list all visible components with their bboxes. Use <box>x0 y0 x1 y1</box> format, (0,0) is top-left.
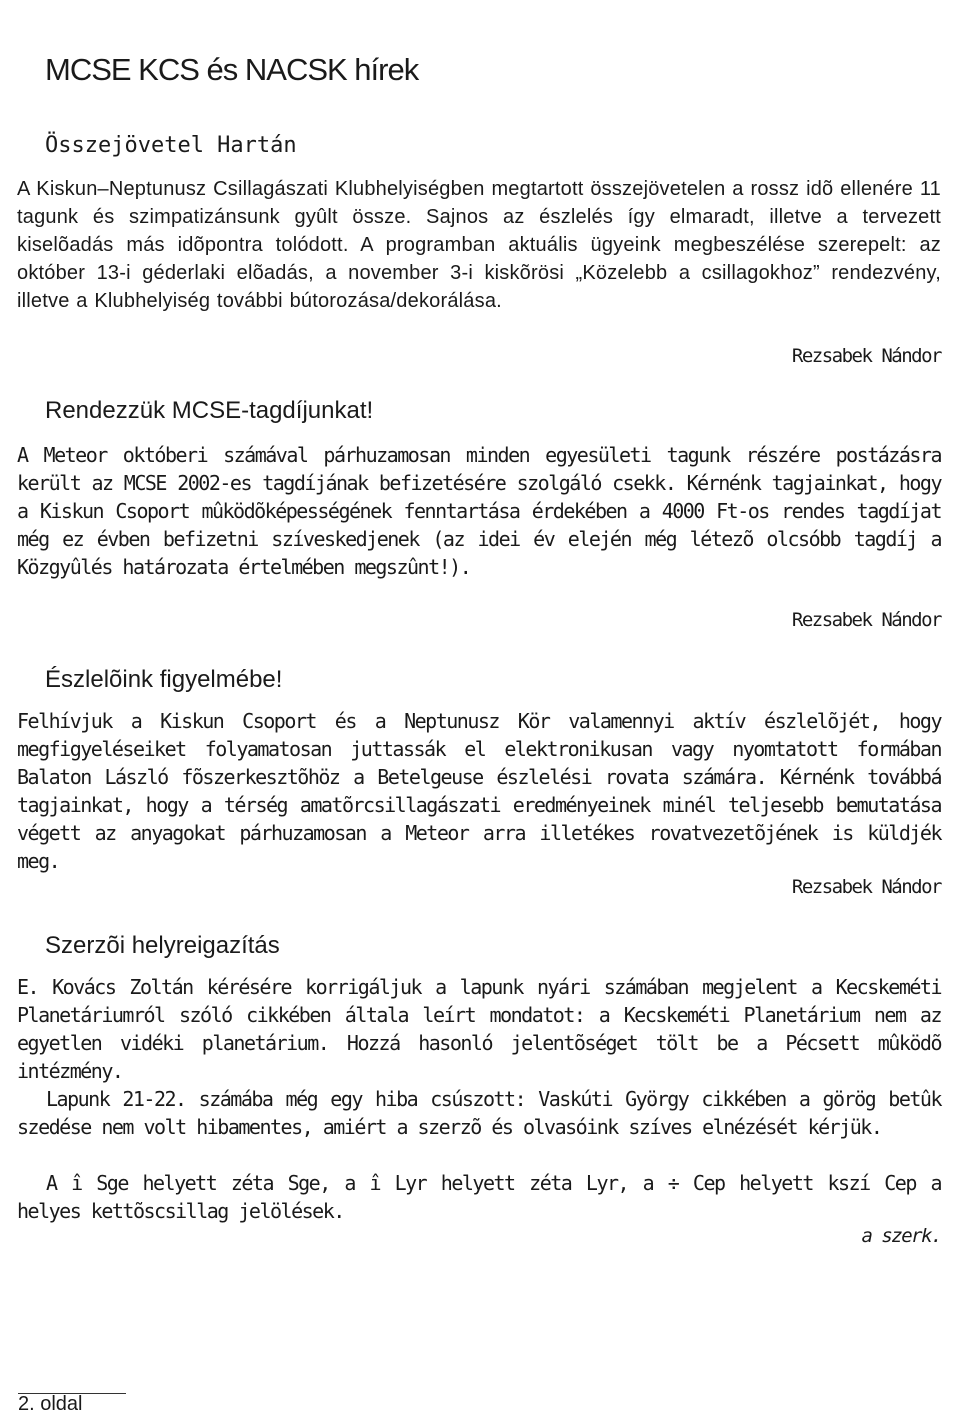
section-heading-tagdij: Rendezzük MCSE-tagdíjunkat! <box>45 397 374 424</box>
section-heading-harta: Összejövetel Hartán <box>45 133 297 158</box>
signature-editor: a szerk. <box>861 1225 941 1247</box>
section-paragraph-tagdij: A Meteor októberi számával párhuzamosan minden egyesületi tagunk részére postázásra került az MCSE 2002-es tagdíjának befizetésére szolgáló csekk. Kérnénk tagjainkat, hogy a Kiskun Csoport mûködõképességének fenntartása érdekében a 4000 Ft-os rendes tagdíjat még ez évben befizetni szíveskedjenek (az idei év elején még létezõ olcsóbb tagdíj a Közgyûlés határozata értelmében megszûnt!). <box>17 443 941 579</box>
section-paragraph-helyreigazitas-3: A î Sge helyett zéta Sge, a î Lyr helyett zéta Lyr, a ÷ Cep helyett kszí Cep a helyes kettõscsillag jelölések. <box>17 1171 941 1223</box>
signature-tagdij: Rezsabek Nándor <box>791 609 941 631</box>
signature-harta: Rezsabek Nándor <box>791 345 941 367</box>
signature-eszlelok: Rezsabek Nándor <box>791 876 941 898</box>
page-number: 2. oldal <box>18 1393 83 1415</box>
section-heading-eszlelok: Észlelõink figyelmébe! <box>45 666 283 693</box>
section-paragraph-eszlelok: Felhívjuk a Kiskun Csoport és a Neptunusz Kör valamennyi aktív észlelõjét, hogy megfigyeléseiket folyamatosan juttassák el elektronikusan vagy nyomtatott formában Balaton László fõszerkesztõhöz a Betelgeuse észlelési rovata számára. Kérnénk továbbá tagjainkat, hogy a térség amatõrcsillagászati eredményeinek minél teljesebb bemutatása végett az anyagokat párhuzamosan a Meteor arra illetékes rovatvezetõjének is küldjék meg. <box>17 709 941 873</box>
page-title: MCSE KCS és NACSK hírek <box>45 52 419 87</box>
section-paragraph-harta: A Kiskun–Neptunusz Csillagászati Klubhelyiségben megtartott összejövetelen a rossz idõ ellenére 11 tagunk és szimpatizánsunk gyûlt össze. Sajnos az észlelés így elmaradt, illetve a tervezett kiselõadás más idõpontra tolódott. A programban aktuális ügyeink megbeszélése szerepelt: az október 13-i géderlaki elõadás, a november 3-i kiskõrösi „Közelebb a csillagokhoz” rendezvény, illetve a Klubhelyiség további bútorozása/dekorálása. <box>17 178 941 312</box>
section-paragraph-helyreigazitas-2: Lapunk 21-22. számába még egy hiba csúszott: Vaskúti György cikkében a görög betûk szedése nem volt hibamentes, amiért a szerzõ és olvasóink szíves elnézését kérjük. <box>17 1087 941 1139</box>
section-heading-helyreigazitas: Szerzõi helyreigazítás <box>45 932 280 959</box>
section-paragraph-helyreigazitas-1: E. Kovács Zoltán kérésére korrigáljuk a lapunk nyári számában megjelent a Kecskeméti Planetáriumról szóló cikkében általa leírt mondatot: a Kecskeméti Planetárium nem az egyetlen vidéki planetárium. Hozzá hasonló jelentõséget tölt be a Pécsett mûködõ intézmény. <box>17 975 941 1083</box>
